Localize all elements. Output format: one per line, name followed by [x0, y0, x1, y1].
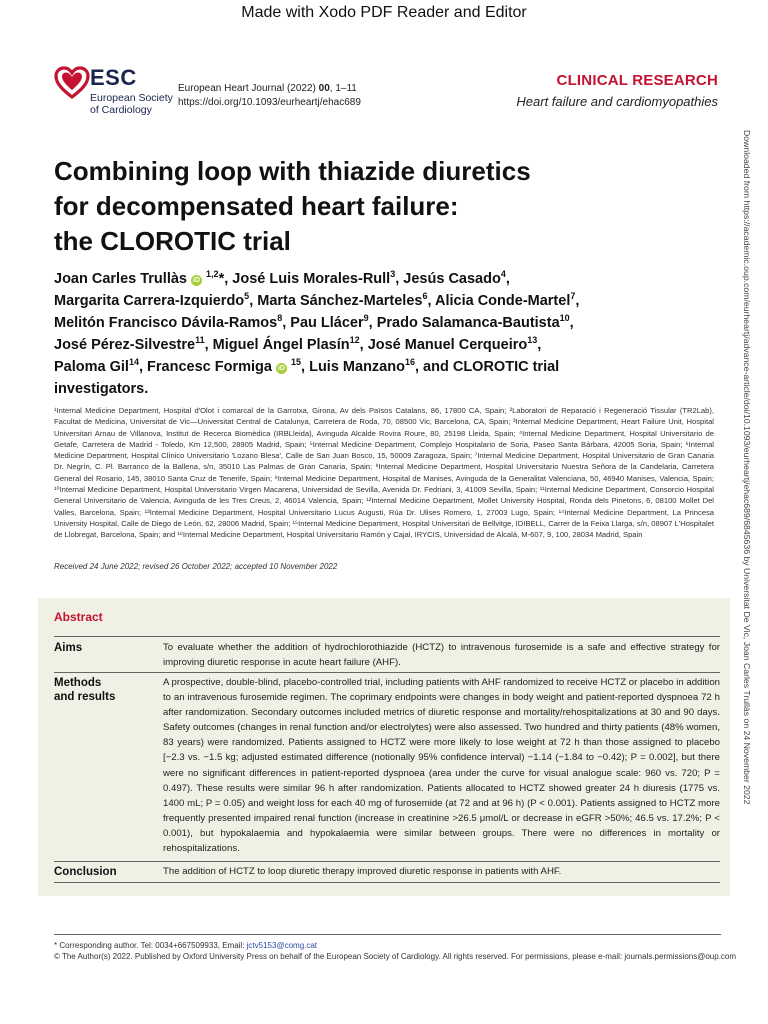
- corresponding-author-marker: *: [218, 271, 225, 287]
- abstract-divider: [54, 672, 720, 673]
- affiliation-marker: 11: [195, 335, 205, 345]
- author-name[interactable]: Francesc Formiga: [147, 359, 272, 375]
- affiliation-marker: 15: [291, 357, 302, 367]
- esc-society-name: European Society of Cardiology: [90, 92, 173, 116]
- affiliation-marker: 7: [570, 291, 576, 301]
- author-name[interactable]: José Pérez-Silvestre: [54, 337, 196, 353]
- esc-logo[interactable]: [54, 62, 173, 120]
- title-line: for decompensated heart failure:: [54, 191, 459, 221]
- orcid-icon[interactable]: iD: [193, 277, 201, 284]
- author-line: Margarita Carrera-Izquierdo$^5$, Marta Sánchez-Marteles$^6$, Alicia Conde-Martel$^7$,: [54, 291, 580, 309]
- author-name[interactable]: Alicia Conde-Martel: [435, 293, 571, 309]
- journal-citation: European Heart Journal (2022) 00, 1–11 https://doi.org/10.1093/eurheartj/ehac689: [178, 83, 361, 108]
- conclusion-label: Conclusion: [54, 866, 117, 878]
- methods-label: Methods and results: [54, 677, 116, 703]
- methods-text: A prospective, double-blind, placebo-controlled trial, including patients with AHF randomized to receive HCTZ or placebo in addition to an intravenous furosemide regimen. The coprimary endpoints were changes in body weight and patient-reported dyspnoea 72 h after randomization. Secondary outcomes included metrics of diuretic response and mortality/rehospitalizations at 30 and 90 days. Safety outcomes (changes in renal function and/or electrolytes) were also assessed. Two hundred and thirty patients (48% women, 83 years) were randomized. Patients assigned to HCTZ were more likely to lose weight at 72 h than those assigned to placebo [−2.3 vs. −1.5 kg; adjusted estimated difference (notionally 95% confidence interval) −1.14 (−1.84 to −0.42); P = 0.002], but there were no significant differences in patient-reported dyspnoea (area under the curve for visual analogue scale: 960 vs. 720; P = 0.497). These results were similar 96 h after randomization. Patients allocated to HCTZ showed greater 24 h diuresis (1775 vs. 1400 mL; P = 0.05) and weight loss for each 40 mg of furosemide (at 72 and at 96 h) (P < 0.001). Patients assigned to HCTZ more frequently presented impaired renal function (increase in creatinine >26.5 μmol/L or decrease in eGFR >50%; 46.5 vs. 17.2%; P < 0.001), but hypokalaemia and hypokalaemia were similar between groups. There were no differences in mortality or rehospitalizations.: [163, 677, 720, 855]
- author-name[interactable]: Marta Sánchez-Marteles: [257, 293, 423, 309]
- aims-text: To evaluate whether the addition of hydrochlorothiazide (HCTZ) to intravenous furosemide is a safe and effective strategy for improving diuretic response in acute heart failure (AHF).: [163, 642, 720, 669]
- author-name[interactable]: Luis Manzano: [309, 359, 405, 375]
- author-name[interactable]: Joan Carles Trullàs: [54, 271, 187, 287]
- author-name[interactable]: Jesús Casado: [403, 271, 501, 287]
- abstract-divider: [54, 882, 720, 883]
- author-line: [54, 378, 694, 400]
- abstract-divider: [54, 636, 720, 637]
- received-dates: Received 24 June 2022; revised 26 October 2022; accepted 10 November 2022: [54, 562, 338, 571]
- title-line: the CLOROTIC trial: [54, 226, 291, 256]
- copyright-notice: © The Author(s) 2022. Published by Oxford University Press on behalf of the European Society of Cardiology. All rights reserved. For permissions, please e-mail: journals.permissions@oup.com: [54, 952, 737, 961]
- author-name[interactable]: Melitón Francisco Dávila-Ramos: [54, 315, 278, 331]
- author-line: Melitón Francisco Dávila-Ramos$^8$, Pau Llácer$^9$, Prado Salamanca-Bautista$^{10}$,: [54, 313, 574, 331]
- email-link[interactable]: jctv5153@comg.cat: [246, 941, 318, 950]
- affiliation-marker: 12: [349, 335, 360, 345]
- abstract-divider: [54, 861, 720, 862]
- affiliation-marker: 9: [363, 313, 369, 323]
- download-watermark: [738, 130, 752, 920]
- author-suffix: , and CLOROTIC trial: [414, 359, 560, 375]
- section-label: CLINICAL RESEARCH: [556, 72, 718, 89]
- esc-acronym: ESC: [90, 65, 137, 90]
- affiliations: ¹Internal Medicine Department, Hospital d'Olot i comarcal de la Garrotxa, Girona, Av dels Països Catalans, 86, 17800 CA, Spain; ²Laboratori de Reparació i Regeneració Tissular (TR2Lab), Facultat de Medicina, Universitat de Vic—Universitat Central de Catalunya, Carretera de Roda, 70, 08500 Vic, Barcelona, CA, Spain; ³Internal Medicine Department, Heart Failure Unit, Hospital Universitari Arnau de Villanova, Institut de Recerca Biomèdica (IRBLleida), Avinguda Alcalde Rovira Roure, 80, 25198 Lleida, Spain; ⁴Internal Medicine Department, Hospital Universitario de Getafe, Carretera de Madrid - Toledo, Km 12,500, 28905 Madrid, Spain; ⁵Internal Medicine Department, Complejo Hospitalario de Soria, Paseo Santa Bárbara, 42005 Soria, Spain; ⁶Internal Medicine Department, Hospital Clínico Universitario 'Lozano Blesa', Calle de San Juan Bosco, 15, 50009 Zaragoza, Spain; ⁷Internal Medicine Department, Hospital Universitario de Gran Canaria Dr. Negrín, C. Pl. Barranco de la Ballena, s/n, 35010 Las Palmas de Gran Canaria, Spain; ⁸Internal Medicine Department, Hospital Universitario Nuestra Señora de la Candelaria, Carretera General del Rosario, 145, 38010 Santa Cruz de Tenerife, Spain; ⁹Internal Medicine Department, Hospital de Manises, Avinguda de la Generalitat Valenciana, 50, 46940 Manises, Valencia, Spain; ¹⁰Internal Medicine Department, Hospital Universitario Virgen Macarena, Universidad de Sevilla, Avenida Dr. Fedriani, 3, 41009 Sevilla, Spain; ¹¹Internal Medicine Department, Consorcio Hospital General Universitario de Valencia, Avinguda de les Tres Creus, 2, 46014 Valencia, Spain; ¹²Internal Medicine Department, Mollet University Hospital, Ronda dels Pinetons, 6, 08100 Mollet Del Valles, Barcelona, Spain; ¹³Internal Medicine Department, Hospital Universitario Lucus Augusti, Rúa Dr. Ulises Romero, 1, 27003 Lugo, Spain; ¹⁴Internal Medicine Department, La Princesa University Hospital, Calle de Diego de León, 62, 28006 Madrid, Spain; ¹⁵Internal Medicine Department, Hospital Universitari de Bellvitge, IDIBELL, Carrer de la Feixa Llarga, s/n, 08907 L'Hospitalet de Llobregat, Barcelona, Spain; and ¹⁶Internal Medicine Department, Hospital Universitario Ramón y Cajal, IRYCIS, Universidad de Alcalá, M-607, 9, 100, 28034 Madrid, Spain: [54, 406, 714, 540]
- author-name[interactable]: Pau Llácer: [290, 315, 364, 331]
- abstract-heading: Abstract: [54, 610, 103, 624]
- affiliation-marker: 4: [500, 269, 506, 279]
- title-line: Combining loop with thiazide diuretics: [54, 156, 531, 186]
- author-name[interactable]: Prado Salamanca-Bautista: [376, 315, 560, 331]
- author-line: Paloma Gil$^{14}$, Francesc Formiga iD $^{15}$, Luis Manzano$^{16}$, and CLOROTIC trial: [54, 357, 560, 375]
- paper-title: [54, 154, 674, 259]
- author-name[interactable]: Margarita Carrera-Izquierdo: [54, 293, 245, 309]
- orcid-icon[interactable]: iD: [277, 365, 285, 372]
- affiliation-marker: 6: [422, 291, 428, 301]
- affiliation-marker: 1,2: [206, 269, 219, 279]
- author-name[interactable]: José Luis Morales-Rull: [232, 271, 391, 287]
- corresponding-author: * Corresponding author. Tel: 0034+667509933, Email: jctv5153@comg.cat: [54, 941, 318, 950]
- conclusion-text: The addition of HCTZ to loop diuretic therapy improved diuretic response in patients with AHF.: [163, 866, 562, 877]
- footnote-divider: [54, 934, 721, 935]
- author-name[interactable]: investigators.: [54, 381, 149, 397]
- affiliation-marker: 8: [277, 313, 283, 323]
- author-list: [54, 268, 694, 400]
- affiliation-marker: 10: [559, 313, 570, 323]
- affiliation-marker: 14: [128, 357, 139, 367]
- author-line: Joan Carles Trullàs iD $^{1,2}$*, José Luis Morales-Rull$^3$, Jesús Casado$^4$,: [54, 269, 510, 287]
- download-watermark-text: Downloaded from https://academic.oup.com/eurheartj/advance-article/doi/10.1093/eurheartj/ehac689/6845636 by Universitat De Vic, Joan Carles Trullàs on 24 November 2022: [742, 130, 752, 805]
- aims-label: Aims: [54, 642, 83, 654]
- author-line: José Pérez-Silvestre$^{11}$, Miguel Ángel Plasín$^{12}$, José Manuel Cerqueiro$^{13}$,: [54, 335, 542, 353]
- viewer-banner: Made with Xodo PDF Reader and Editor: [241, 4, 527, 21]
- author-name[interactable]: Miguel Ángel Plasín: [212, 337, 350, 353]
- section-subtitle: Heart failure and cardiomyopathies: [516, 94, 718, 109]
- author-name[interactable]: Paloma Gil: [54, 359, 129, 375]
- affiliation-marker: 16: [404, 357, 415, 367]
- affiliation-marker: 3: [390, 269, 396, 279]
- affiliation-marker: 13: [527, 335, 538, 345]
- doi-link[interactable]: https://doi.org/10.1093/eurheartj/ehac689: [178, 97, 361, 108]
- author-name[interactable]: José Manuel Cerqueiro: [367, 337, 528, 353]
- affiliation-marker: 5: [244, 291, 250, 301]
- esc-heart-icon: [54, 66, 90, 100]
